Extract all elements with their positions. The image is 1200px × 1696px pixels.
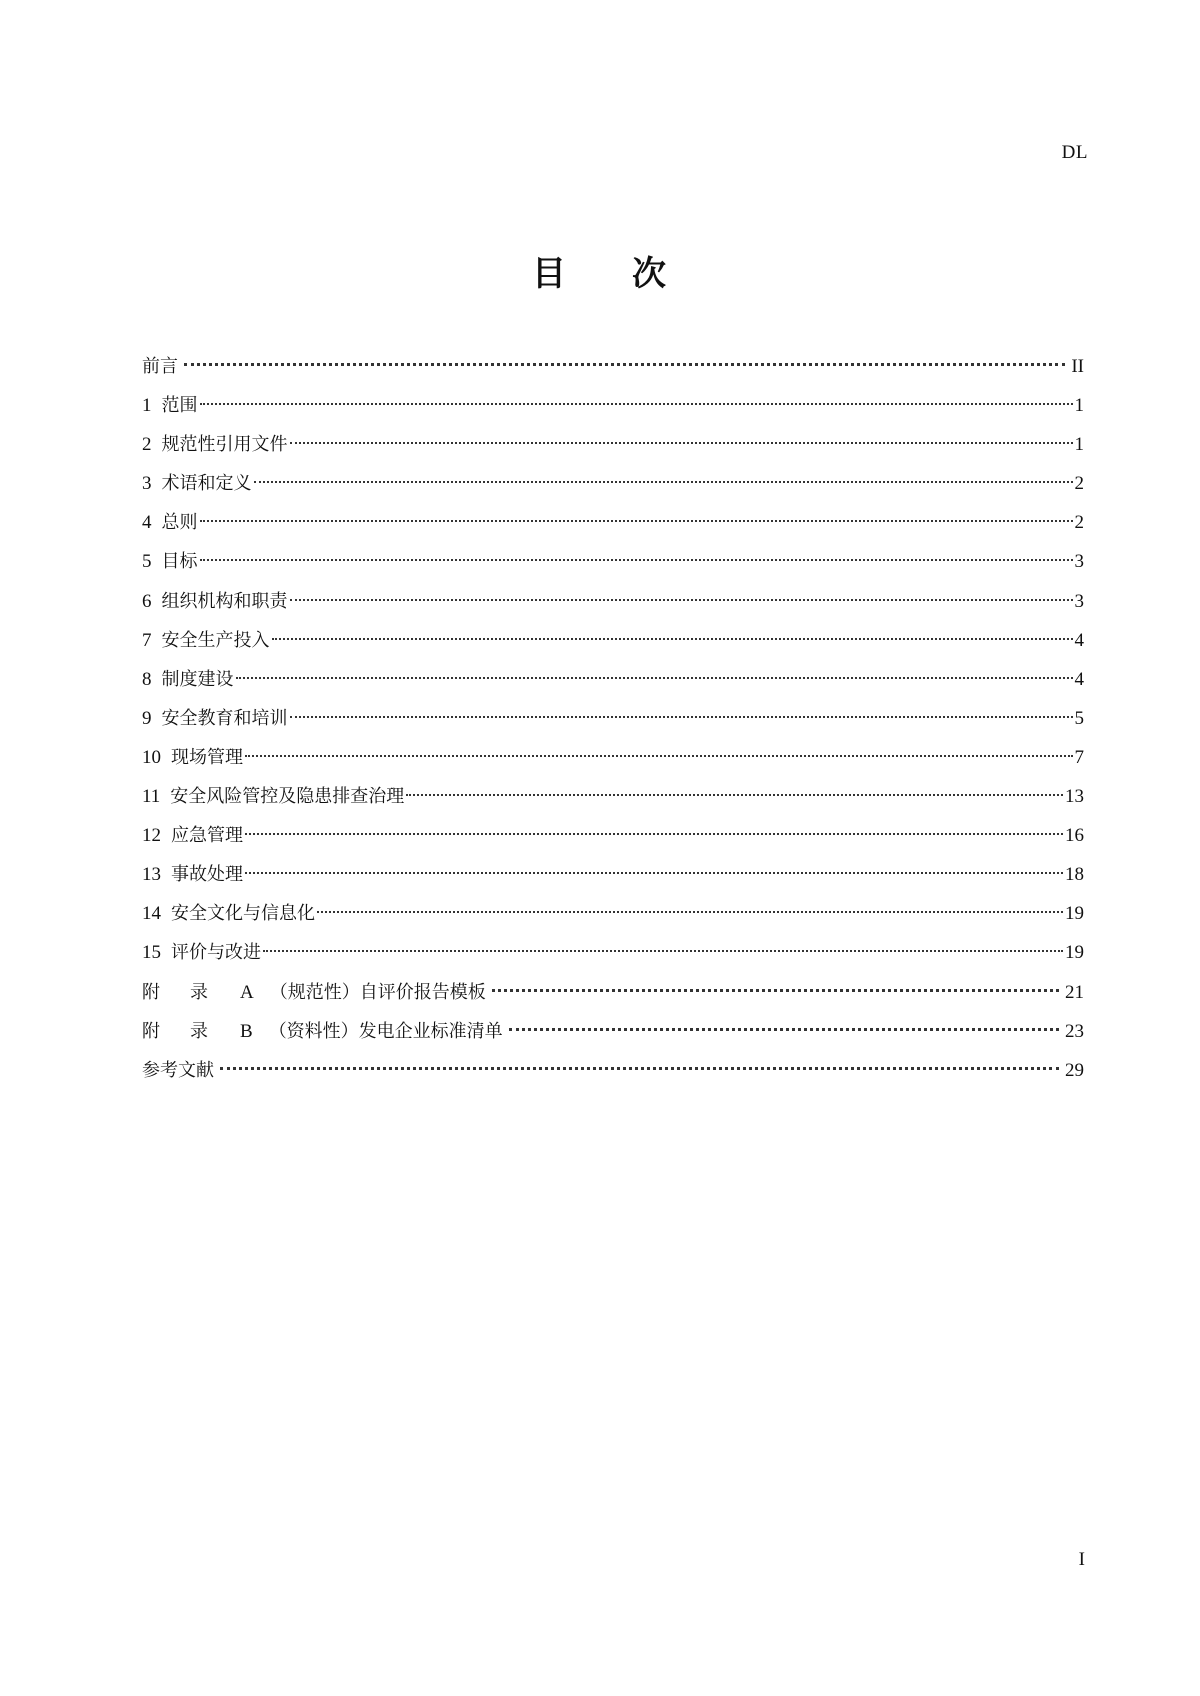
toc-entry-number: 5 <box>142 551 152 573</box>
toc-entry[interactable] <box>142 464 1084 503</box>
toc-entry-page: 2 <box>1074 473 1084 495</box>
toc-title-part1: 目 <box>532 254 568 294</box>
toc-entry-page: 3 <box>1074 551 1084 573</box>
toc-entry-title: 安全风险管控及隐患排查治理 <box>170 786 405 808</box>
toc-entry-title: 事故处理 <box>171 864 243 886</box>
toc-entry-number: 15 <box>142 942 161 964</box>
toc-entry-page: 29 <box>1065 1059 1084 1081</box>
toc-entry-number: 11 <box>142 786 161 808</box>
toc-entry-title: 安全文化与信息化 <box>171 903 315 925</box>
page-number: I <box>1078 1549 1085 1570</box>
toc-title <box>0 246 1200 295</box>
toc-entry-page: 13 <box>1065 786 1084 808</box>
toc-entry[interactable] <box>142 425 1084 464</box>
toc-entry-page: 23 <box>1065 1020 1084 1042</box>
dot-leader <box>290 599 1073 601</box>
toc-entry-page: 1 <box>1074 434 1084 456</box>
toc-entry-page: 16 <box>1065 825 1084 847</box>
dot-leader <box>245 755 1073 757</box>
toc-entry-page: 1 <box>1074 395 1084 417</box>
dot-leader <box>509 1028 1059 1031</box>
toc-entry[interactable] <box>142 894 1084 933</box>
toc-entry[interactable] <box>142 582 1084 621</box>
toc-entry-title: 现场管理 <box>171 746 243 768</box>
appendix-letter: A <box>240 981 254 1003</box>
toc-appendix-a[interactable] <box>142 973 1084 1012</box>
toc-entry[interactable] <box>142 542 1084 581</box>
toc-entry-number: 3 <box>142 473 152 495</box>
toc-entry-title: 目标 <box>161 551 198 573</box>
appendix-word: 附 <box>142 1020 160 1042</box>
toc-entry-number: 8 <box>142 668 152 690</box>
toc-entry-title: 评价与改进 <box>171 942 261 964</box>
toc-entry-page: 21 <box>1065 981 1084 1003</box>
toc-entry[interactable] <box>142 660 1084 699</box>
toc-entry-title: 前言 <box>142 356 178 377</box>
appendix-word: 录 <box>190 1020 208 1042</box>
toc-entry-number: 13 <box>142 864 161 886</box>
toc-entry-foreword[interactable] <box>142 347 1084 386</box>
toc-entry-number: 7 <box>142 629 152 651</box>
dot-leader <box>200 520 1073 522</box>
toc-entry-page: 3 <box>1074 590 1084 612</box>
toc-entry-number: 9 <box>142 707 152 729</box>
toc-appendix-b[interactable] <box>142 1012 1084 1051</box>
dot-leader <box>220 1067 1059 1070</box>
toc-entry-number: 14 <box>142 903 161 925</box>
toc-entry-page: 5 <box>1074 707 1084 729</box>
appendix-title: （资料性）发电企业标准清单 <box>268 1020 503 1042</box>
toc-entry-page: II <box>1071 356 1084 377</box>
toc-entry-page: 7 <box>1074 746 1084 768</box>
appendix-title: （规范性）自评价报告模板 <box>269 981 486 1003</box>
toc-entry-page: 4 <box>1074 668 1084 690</box>
toc-entry-number: 4 <box>142 512 152 534</box>
toc-entry-page: 18 <box>1065 864 1084 886</box>
toc-entry-title: 范围 <box>161 395 198 417</box>
toc-entry[interactable] <box>142 699 1084 738</box>
dot-leader <box>492 989 1059 992</box>
dot-leader <box>290 442 1073 444</box>
dot-leader <box>254 481 1073 483</box>
toc-entry[interactable] <box>142 621 1084 660</box>
dot-leader <box>200 403 1073 405</box>
standard-code: DL <box>1061 142 1088 163</box>
toc-entry-title: 应急管理 <box>171 825 243 847</box>
toc-entry[interactable] <box>142 738 1084 777</box>
toc-entry-page: 19 <box>1065 903 1084 925</box>
toc-entry-title: 组织机构和职责 <box>161 590 288 612</box>
toc-entry-title: 规范性引用文件 <box>161 434 288 456</box>
dot-leader <box>263 950 1063 952</box>
toc-entry[interactable] <box>142 503 1084 542</box>
toc-entry-title: 安全教育和培训 <box>161 707 288 729</box>
toc-entry-page: 19 <box>1065 942 1084 964</box>
toc-entry-page: 2 <box>1074 512 1084 534</box>
toc-entry-title: 安全生产投入 <box>161 629 270 651</box>
toc-entry[interactable] <box>142 386 1084 425</box>
appendix-letter: B <box>240 1020 253 1042</box>
toc-entry[interactable] <box>142 777 1084 816</box>
toc-entry-number: 1 <box>142 395 152 417</box>
toc-entry-title: 总则 <box>161 512 198 534</box>
toc-list <box>142 347 1084 1090</box>
toc-entry-number: 2 <box>142 434 152 456</box>
toc-title-part2: 次 <box>632 254 668 294</box>
dot-leader <box>317 911 1063 913</box>
toc-entry[interactable] <box>142 816 1084 855</box>
appendix-word: 录 <box>190 981 208 1003</box>
dot-leader <box>272 638 1073 640</box>
toc-entry-title: 制度建设 <box>161 668 234 690</box>
dot-leader <box>236 677 1073 679</box>
dot-leader <box>290 716 1073 718</box>
toc-entry-number: 6 <box>142 590 152 612</box>
toc-entry-number: 12 <box>142 825 161 847</box>
toc-entry-references[interactable] <box>142 1051 1084 1090</box>
toc-entry[interactable] <box>142 855 1084 894</box>
appendix-word: 附 <box>142 981 160 1003</box>
toc-entry-title: 术语和定义 <box>161 473 252 495</box>
toc-entry[interactable] <box>142 933 1084 972</box>
dot-leader <box>245 833 1063 835</box>
dot-leader <box>245 872 1063 874</box>
toc-entry-title: 参考文献 <box>142 1059 214 1081</box>
toc-entry-number: 10 <box>142 746 161 768</box>
toc-entry-page: 4 <box>1074 629 1084 651</box>
dot-leader <box>200 559 1073 561</box>
dot-leader <box>406 794 1063 796</box>
dot-leader <box>184 363 1065 366</box>
